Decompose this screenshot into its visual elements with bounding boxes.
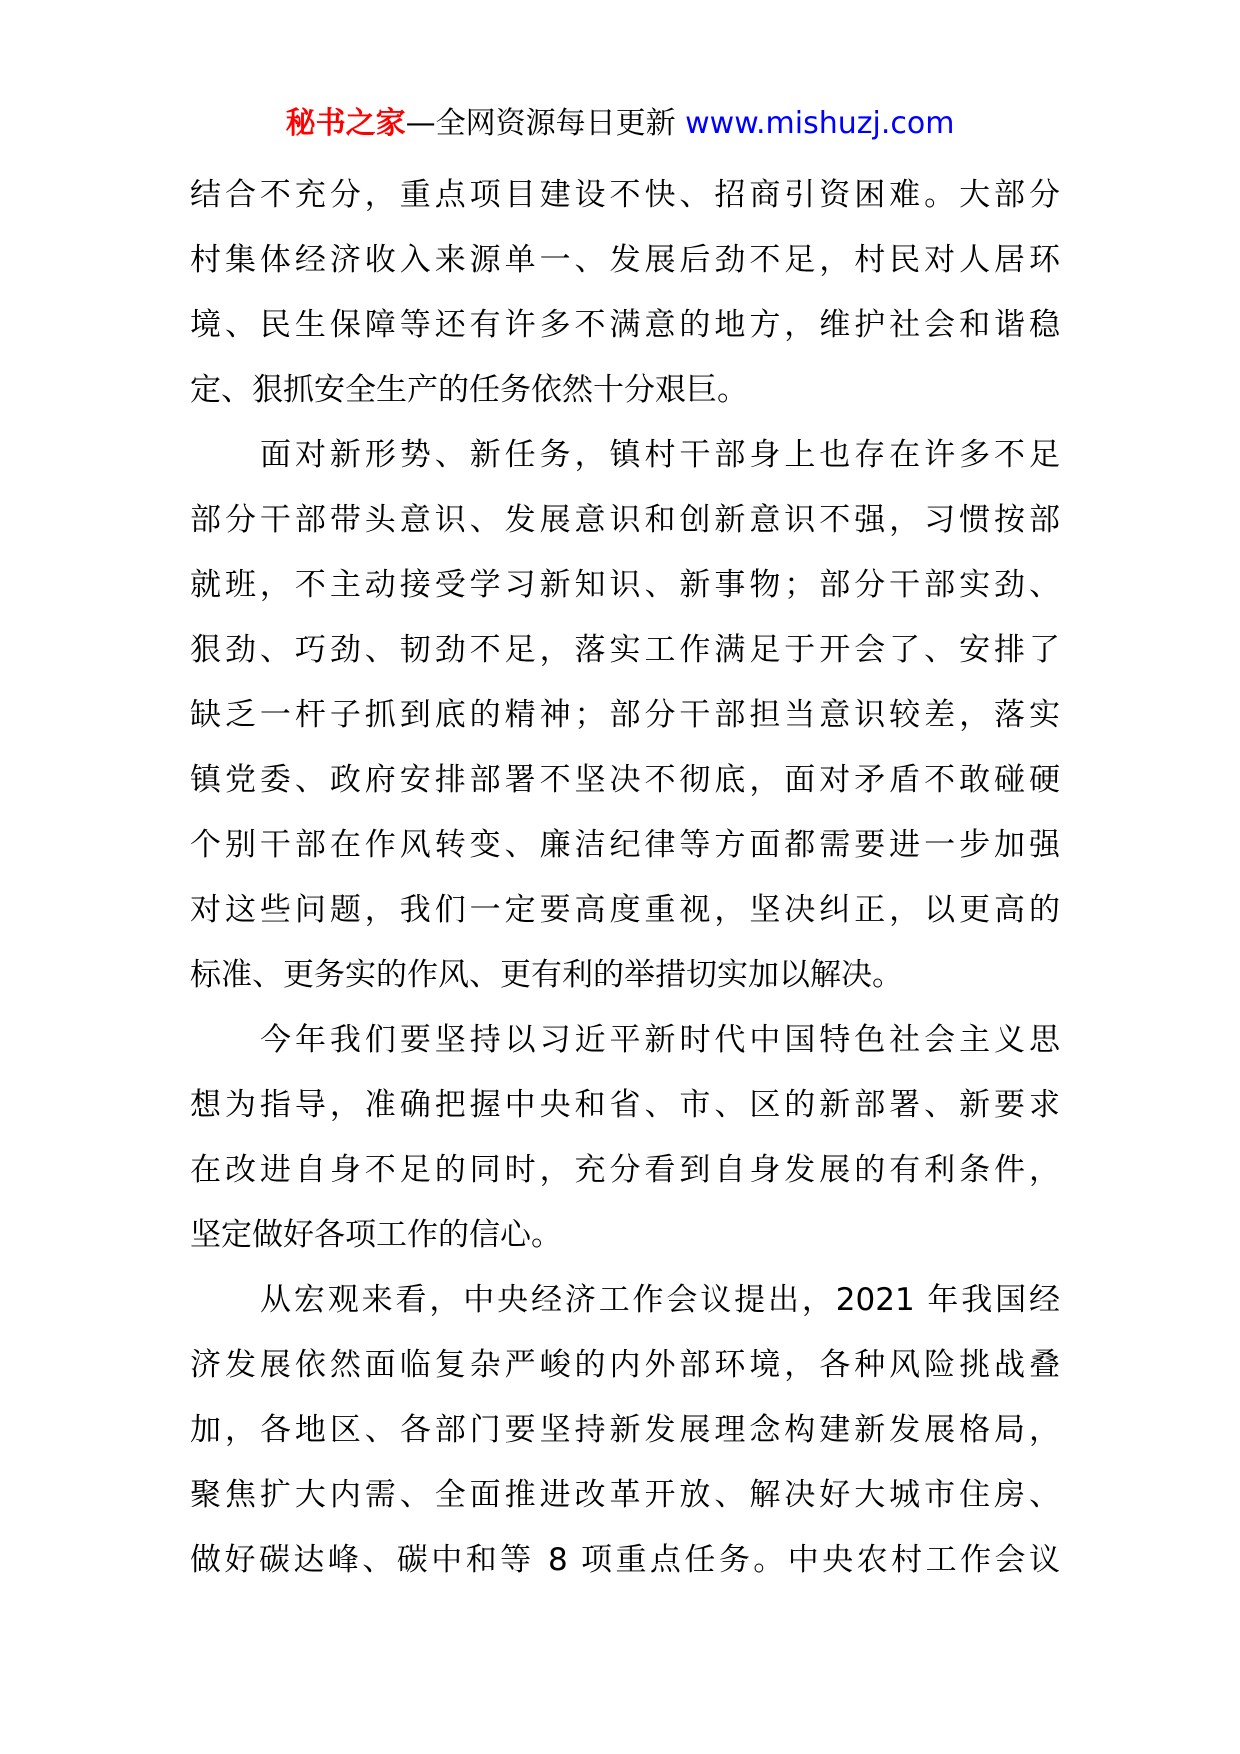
text-line: 境、民生保障等还有许多不满意的地方，维护社会和谐稳 bbox=[190, 307, 1060, 343]
text-line: 从宏观来看，中央经济工作会议提出，2021 年我国经 bbox=[260, 1282, 1060, 1318]
text-line: 个别干部在作风转变、廉洁纪律等方面都需要进一步加强 bbox=[190, 827, 1060, 863]
text-line: 聚焦扩大内需、全面推进改革开放、解决好大城市住房、 bbox=[190, 1477, 1060, 1513]
text-line: 今年我们要坚持以习近平新时代中国特色社会主义思 bbox=[260, 1022, 1060, 1058]
text-line: 加，各地区、各部门要坚持新发展理念构建新发展格局， bbox=[190, 1412, 1060, 1448]
text-line: 结合不充分，重点项目建设不快、招商引资困难。大部分 bbox=[190, 177, 1060, 213]
text-line: 济发展依然面临复杂严峻的内外部环境，各种风险挑战叠 bbox=[190, 1347, 1060, 1383]
site-url[interactable]: www.mishuzj.com bbox=[685, 106, 955, 141]
text-line: 定、狠抓安全生产的任务依然十分艰巨。 bbox=[190, 372, 748, 408]
text-line: 面对新形势、新任务，镇村干部身上也存在许多不足 bbox=[260, 437, 1060, 473]
site-slogan: —全网资源每日更新 bbox=[405, 106, 686, 141]
text-line: 缺乏一杆子抓到底的精神；部分干部担当意识较差，落实 bbox=[190, 697, 1060, 733]
text-line: 做好碳达峰、碳中和等 8 项重点任务。中央农村工作会议 bbox=[190, 1542, 1060, 1578]
site-brand: 秘书之家 bbox=[285, 106, 406, 141]
document-body bbox=[190, 163, 1060, 1593]
text-line: 部分干部带头意识、发展意识和创新意识不强，习惯按部 bbox=[190, 502, 1060, 538]
text-line: 对这些问题，我们一定要高度重视，坚决纠正，以更高的 bbox=[190, 892, 1060, 928]
text-line: 狠劲、巧劲、韧劲不足，落实工作满足于开会了、安排了 bbox=[190, 632, 1060, 668]
text-line: 坚定做好各项工作的信心。 bbox=[190, 1217, 562, 1253]
text-line: 村集体经济收入来源单一、发展后劲不足，村民对人居环 bbox=[190, 242, 1060, 278]
page-header bbox=[0, 100, 1240, 148]
text-line: 标准、更务实的作风、更有利的举措切实加以解决。 bbox=[190, 957, 903, 993]
text-line: 在改进自身不足的同时，充分看到自身发展的有利条件， bbox=[190, 1152, 1060, 1188]
text-line: 想为指导，准确把握中央和省、市、区的新部署、新要求 bbox=[190, 1087, 1060, 1123]
text-line: 镇党委、政府安排部署不坚决不彻底，面对矛盾不敢碰硬 bbox=[190, 762, 1060, 798]
text-line: 就班，不主动接受学习新知识、新事物；部分干部实劲、 bbox=[190, 567, 1060, 603]
